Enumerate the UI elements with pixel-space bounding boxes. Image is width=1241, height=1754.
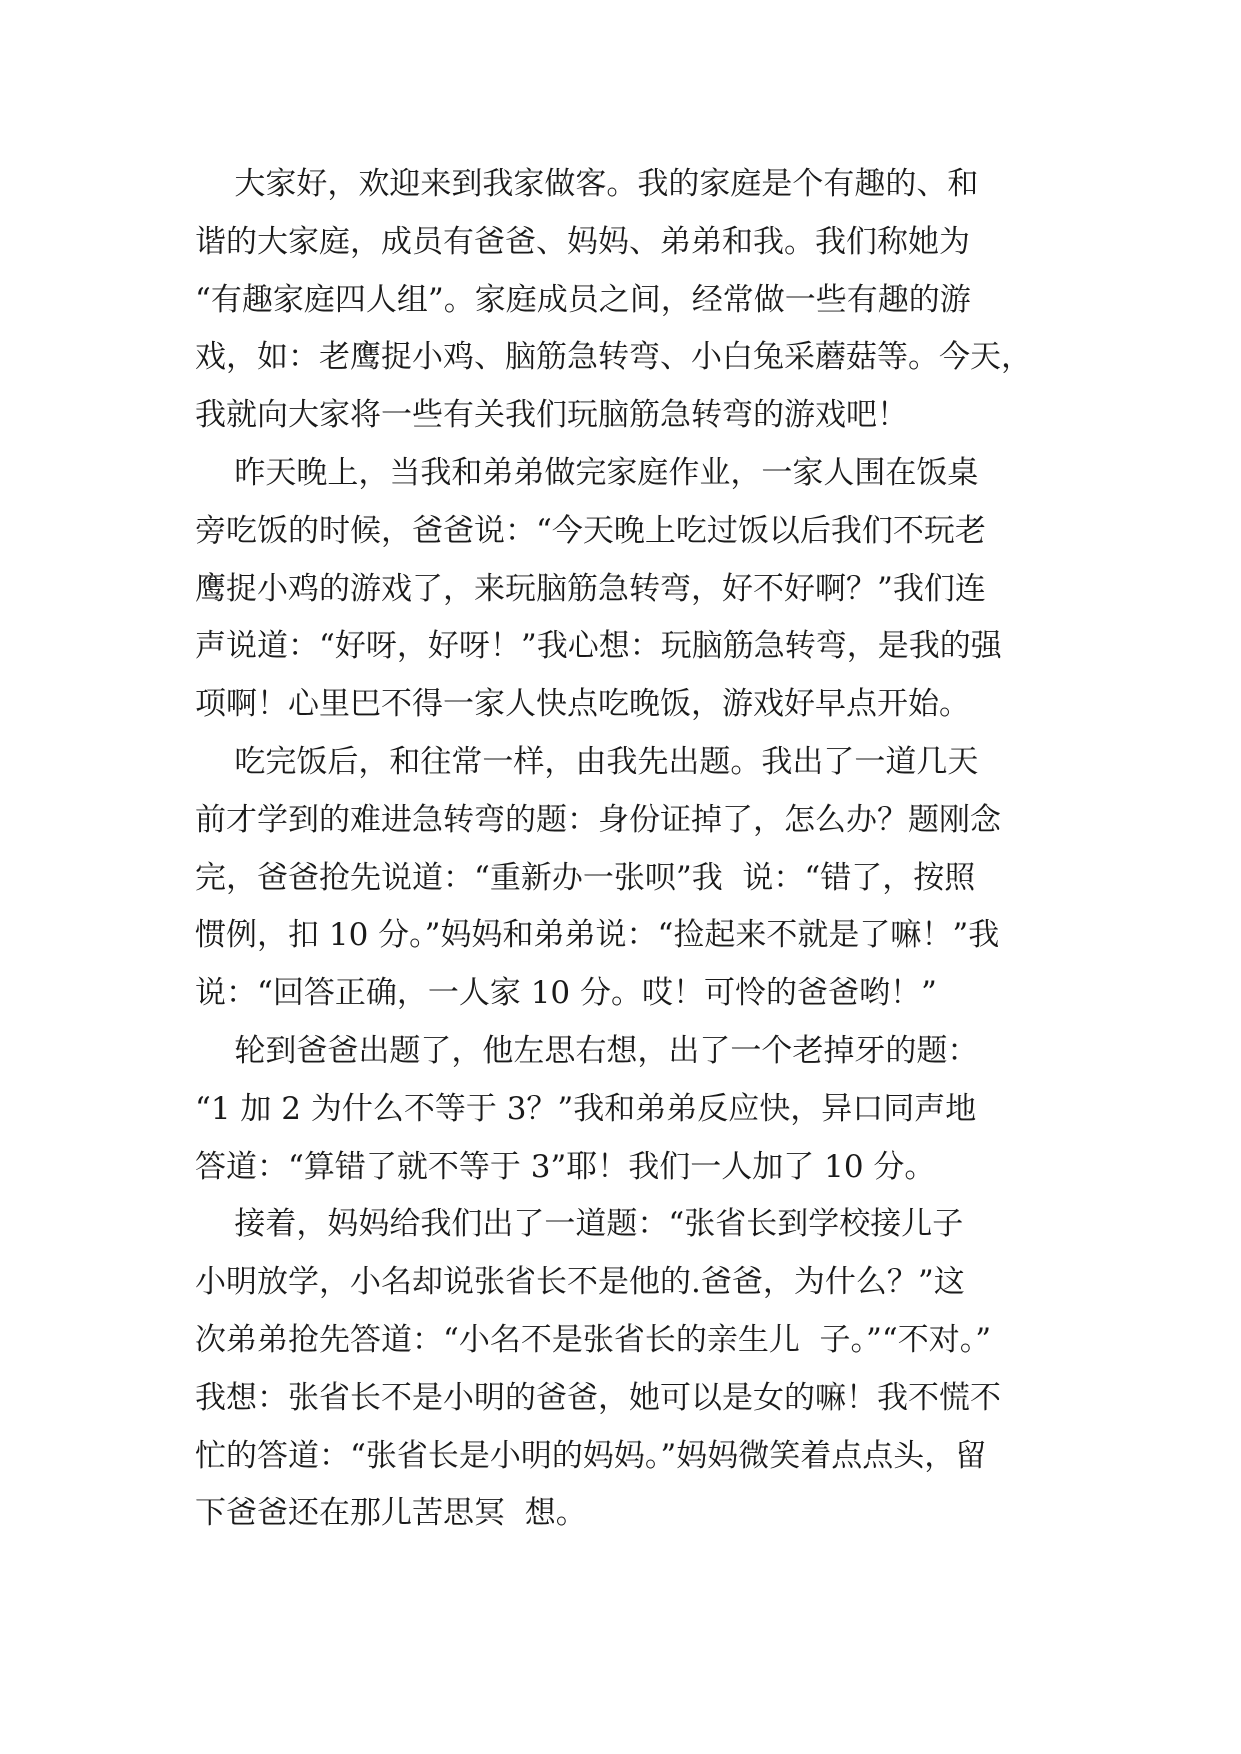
text-line: 说：“回答正确，一人家 10 分。哎！可怜的爸爸哟！” xyxy=(195,975,937,1012)
text-line: 戏，如：老鹰捉小鸡、脑筋急转弯、小白兔采蘑菇等。今天， xyxy=(195,339,1032,376)
text-line: “有趣家庭四人组”。家庭成员之间，经常做一些有趣的游 xyxy=(195,281,971,318)
text-line: 旁吃饭的时候，爸爸说：“今天晚上吃过饭以后我们不玩老 xyxy=(195,512,986,549)
text-line: 下爸爸还在那儿苦思冥 想。 xyxy=(195,1495,587,1532)
text-line: 完，爸爸抢先说道：“重新办一张呗”我 说：“错了，按照 xyxy=(195,859,976,896)
text-line: 我想：张省长不是小明的爸爸，她可以是女的嘛！我不慌不 xyxy=(195,1379,1001,1416)
text-line: 前才学到的难进急转弯的题：身份证掉了，怎么办？题刚念 xyxy=(195,801,1001,838)
text-line: 小明放学，小名却说张省长不是他的.爸爸，为什么？”这 xyxy=(195,1264,965,1301)
text-line: 声说道：“好呀，好呀！”我心想：玩脑筋急转弯，是我的强 xyxy=(195,628,1002,665)
text-line: 鹰捉小鸡的游戏了，来玩脑筋急转弯，好不好啊？”我们连 xyxy=(195,570,986,607)
text-line: “1 加 2 为什么不等于 3？”我和弟弟反应快，异口同声地 xyxy=(195,1090,977,1127)
text-line: 我就向大家将一些有关我们玩脑筋急转弯的游戏吧！ xyxy=(195,397,908,434)
text-line: 接着，妈妈给我们出了一道题：“张省长到学校接儿子 xyxy=(195,1206,964,1243)
text-line: 惯例，扣 10 分。”妈妈和弟弟说：“捡起来不就是了嘛！”我 xyxy=(195,917,1000,954)
text-line: 答道：“算错了就不等于 3”耶！我们一人加了 10 分。 xyxy=(195,1148,936,1185)
text-line: 谐的大家庭，成员有爸爸、妈妈、弟弟和我。我们称她为 xyxy=(195,223,970,260)
text-line: 次弟弟抢先答道：“小名不是张省长的亲生儿 子。”“不对。” xyxy=(195,1321,992,1358)
text-line: 项啊！心里巴不得一家人快点吃晚饭，游戏好早点开始。 xyxy=(195,686,970,723)
document-body xyxy=(195,156,1055,1543)
text-line: 大家好，欢迎来到我家做客。我的家庭是个有趣的、和 xyxy=(195,166,979,202)
text-line: 忙的答道：“张省长是小明的妈妈。”妈妈微笑着点点头，留 xyxy=(195,1437,987,1474)
text-line: 轮到爸爸出题了，他左思右想，出了一个老掉牙的题： xyxy=(195,1032,979,1069)
text-line: 吃完饭后，和往常一样，由我先出题。我出了一道几天 xyxy=(195,743,979,780)
text-line: 昨天晚上，当我和弟弟做完家庭作业，一家人围在饭桌 xyxy=(195,454,979,491)
